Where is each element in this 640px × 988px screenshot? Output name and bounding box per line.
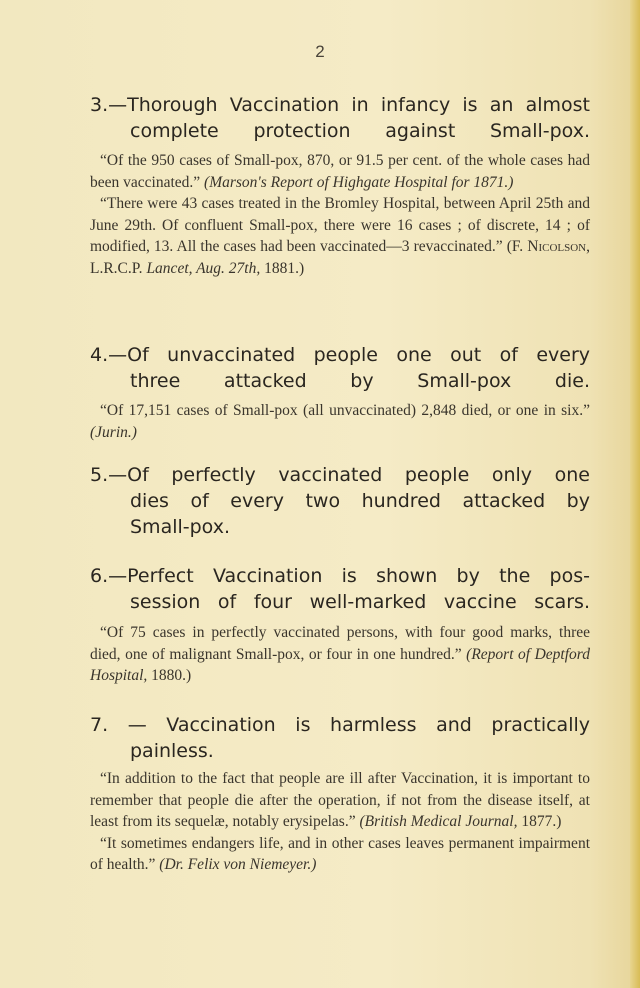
paragraph: “It sometimes endangers life, and in other cases leaves permanent impairment of health.” (Dr. Felix von Niemeyer.): [90, 834, 590, 873]
section-6-body: [90, 622, 590, 687]
section-3-heading: 3.—Thorough Vaccination in infancy is an almost complete protection against Small-pox.: [90, 94, 590, 142]
section-4-heading: 4.—Of unvaccinated people one out of every three attacked by Small-pox die.: [90, 344, 590, 392]
page-number: 2: [315, 42, 325, 61]
paragraph: “Of 17,151 cases of Small-pox (all unvaccinated) 2,848 died, or one in six.” (Jurin.): [90, 402, 590, 441]
section-4-body: [90, 400, 590, 443]
page-edge: [630, 0, 640, 988]
paragraph: “There were 43 cases treated in the Bromley Hospital, between April 25th and June 29th. Of confluent Small-pox, there were 16 cases ; of discrete, 14 ; of modified, 13. All the cases had been vaccinated—3 revaccinated.” (F. Nicolson, L.R.C.P. Lancet, Aug. 27th, 1881.): [90, 195, 590, 277]
section-3-body: [90, 150, 590, 279]
paragraph: “Of 75 cases in perfectly vaccinated persons, with four good marks, three died, one of malignant Small-pox, or four in one hundred.” (Report of Deptford Hospital, 1880.): [90, 624, 590, 684]
paragraph: “In addition to the fact that people are ill after Vaccination, it is important to remember that people die after the operation, if not from the disease itself, at least from its sequelæ, notably erysipelas.” (British Medical Journal, 1877.): [90, 770, 590, 830]
section-5-heading: 5.—Of perfectly vaccinated people only one dies of every two hundred attacked by Small-pox.: [90, 464, 590, 538]
paragraph: “Of the 950 cases of Small-pox, 870, or 91.5 per cent. of the whole cases had been vaccinated.” (Marson's Report of Highgate Hospital for 1871.): [90, 152, 590, 191]
section-7-heading: 7. — Vaccination is harmless and practically painless.: [90, 714, 590, 762]
section-6-heading: 6.—Perfect Vaccination is shown by the pos- session of four well-marked vaccine scars.: [90, 565, 590, 613]
section-7-body: [90, 768, 590, 876]
